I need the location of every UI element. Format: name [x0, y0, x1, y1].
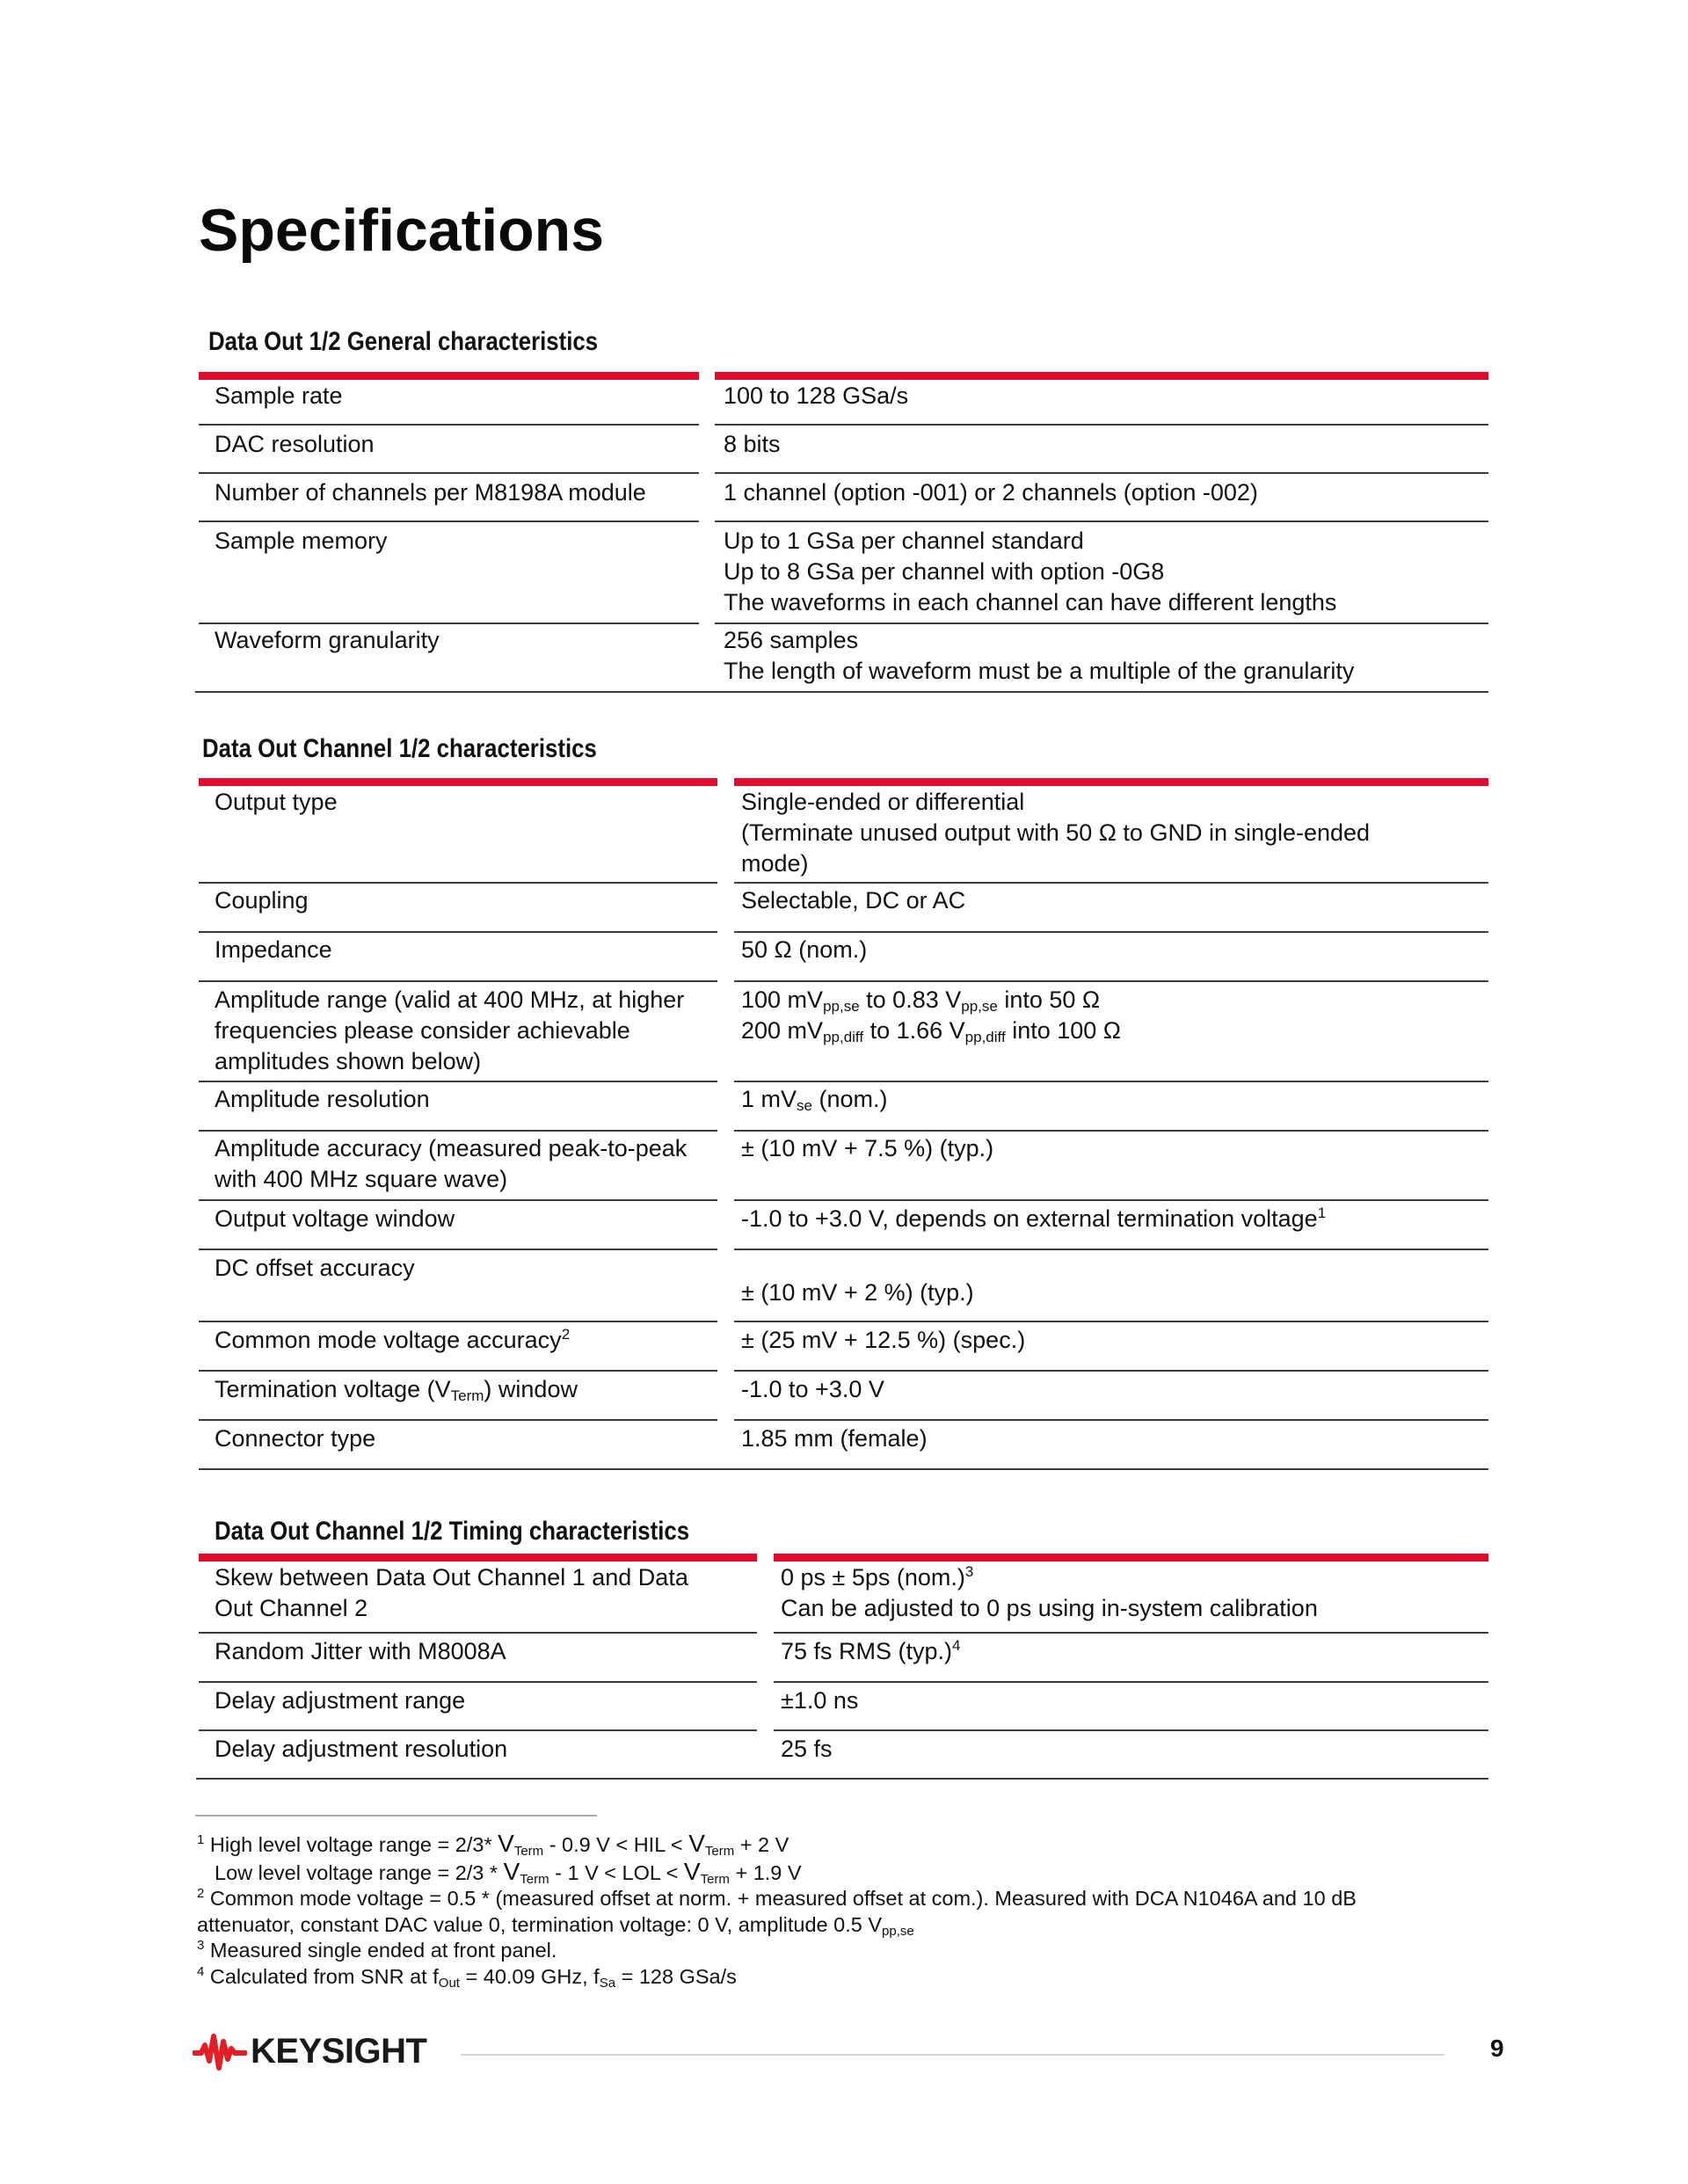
row-divider	[199, 1249, 717, 1250]
footnote-3: $^3$ Measured single ended at front panel.	[197, 1938, 557, 1962]
table-header-bar	[199, 1554, 757, 1562]
footnotes	[197, 1831, 1498, 1990]
row-divider	[774, 1681, 1488, 1683]
row-divider	[734, 1249, 1488, 1250]
row-divider	[199, 1419, 717, 1421]
footnote-2: $^2$ Common mode voltage = 0.5 * (measured offset at norm. + measured offset at com.). Measured with DCA N1046A and 10 dB	[197, 1886, 1357, 1910]
section-heading-timing: Data Out Channel 1/2 Timing characteristics	[215, 1517, 690, 1546]
amplitude-range-se: 100 $mV_{pp,se}$ to 0.83 $V_{pp,se}$ into 50 Ω	[741, 986, 1101, 1015]
row-label: Coupling	[215, 887, 309, 914]
waveform-logo-icon	[193, 2029, 247, 2073]
row-value: ± (10 mV + 7.5 %) (typ.)	[741, 1135, 994, 1161]
table-header-bar	[199, 778, 717, 786]
row-value: ± (25 mV + 12.5 %) (spec.)	[741, 1327, 1026, 1353]
row-label: Waveform granularity	[215, 627, 440, 653]
row-label: Amplitude range (valid at 400 MHz, at higher frequencies please consider achievable amplitudes shown below)	[215, 986, 685, 1074]
row-label: Impedance	[215, 936, 332, 963]
row-value: 50 Ω (nom.)	[741, 936, 868, 963]
table-bottom-rule	[199, 1468, 1488, 1470]
row-divider	[715, 622, 1488, 624]
row-label: Skew between Data Out Channel 1 and Data Out Channel 2	[215, 1564, 688, 1621]
table-row	[199, 625, 1488, 691]
row-value: 75 fs RMS $(typ.)^4$	[781, 1637, 961, 1664]
table-header-bar	[715, 372, 1488, 380]
table-row	[199, 526, 1488, 622]
row-label: Delay adjustment resolution	[215, 1736, 508, 1762]
row-value: Single-ended or differential (Terminate unused output with 50 Ω to GND in single-ended mode)	[741, 789, 1371, 877]
footnote-ref: 4	[952, 1637, 961, 1654]
row-label: Termination voltage $(V_{Term})$ window	[215, 1376, 578, 1404]
row-divider	[199, 1130, 717, 1132]
row-label: Number of channels per M8198A module	[215, 479, 646, 506]
row-divider	[199, 1681, 757, 1683]
row-divider	[734, 1081, 1488, 1082]
row-divider	[734, 1130, 1488, 1132]
row-divider	[199, 1199, 717, 1201]
row-label: Random Jitter with M8008A	[215, 1638, 506, 1664]
footnote-ref: 2	[561, 1326, 571, 1343]
row-divider	[715, 424, 1488, 426]
row-label: Delay adjustment range	[215, 1687, 466, 1714]
table-bottom-rule	[196, 1778, 1488, 1780]
row-label: Amplitude accuracy (measured peak-to-peak with 400 MHz square wave)	[215, 1135, 688, 1192]
footnote-2-cont: attenuator, constant DAC value 0, termination voltage: 0 V, amplitude 0.5 $V_{pp,se}$	[197, 1912, 914, 1939]
row-divider	[734, 1370, 1488, 1372]
table-row	[199, 477, 1488, 526]
row-divider	[199, 882, 717, 884]
spec-table-timing	[199, 1554, 1488, 1782]
section-heading-general: Data Out 1/2 General characteristics	[208, 327, 599, 356]
row-divider	[199, 521, 699, 522]
row-value: 8 bits	[724, 431, 781, 457]
amplitude-range-diff: 200 $mV_{pp,diff}$ to 1.66 $V_{pp,diff}$ into 100 Ω	[741, 1017, 1121, 1045]
row-divider	[774, 1632, 1488, 1634]
row-divider	[199, 1729, 757, 1731]
row-value: 1.85 mm (female)	[741, 1425, 928, 1452]
row-label: DAC resolution	[215, 431, 375, 457]
row-value: 1 channel (option -001) or 2 channels (option -002)	[724, 479, 1258, 506]
row-divider	[734, 1321, 1488, 1322]
row-divider	[199, 472, 699, 474]
row-divider	[199, 931, 717, 933]
row-value: 25 fs	[781, 1736, 833, 1762]
brand-wordmark: KEYSIGHT	[251, 2031, 427, 2071]
row-divider	[199, 622, 699, 624]
table-header-bar	[774, 1554, 1488, 1562]
row-divider	[734, 980, 1488, 982]
table-bottom-rule	[195, 691, 1488, 693]
row-value: ± (10 mV + 2 %) (typ.)	[741, 1279, 974, 1306]
row-value: 100 to 128 GSa/s	[724, 382, 909, 409]
page-number: 9	[1490, 2035, 1504, 2062]
row-label: Connector type	[215, 1425, 376, 1452]
row-value: 1 $mV_{se}$ (nom.)	[741, 1086, 888, 1114]
row-value: ±1.0 ns	[781, 1687, 859, 1714]
row-label: Common mode voltage accuracy$^2$	[215, 1326, 571, 1353]
spec-table-channel	[199, 778, 1488, 1473]
footnote-4: $^4$ Calculated from SNR at $f_{Out} = 40.09$ GHz, $f_{Sa} = 128$ GSa/s	[197, 1963, 737, 1991]
row-value: -1.0 to +3.0 V	[741, 1376, 884, 1402]
row-label: DC offset accuracy	[215, 1255, 415, 1281]
row-label: Sample memory	[215, 528, 388, 554]
row-label: Output voltage window	[215, 1205, 455, 1232]
page-title: Specifications	[199, 197, 605, 264]
table-header-bar	[199, 372, 699, 380]
row-divider	[199, 1081, 717, 1082]
spec-table-general	[199, 372, 1488, 692]
row-divider	[199, 980, 717, 982]
row-divider	[734, 882, 1488, 884]
row-value: 256 samples The length of waveform must be a multiple of the granularity	[724, 627, 1355, 684]
footnote-1: $^1$ High level voltage range = 2/3* $V_{Term} - 0.9$ V < HIL < $V_{Term} + 2$ V	[197, 1830, 789, 1859]
row-divider	[734, 931, 1488, 933]
table-header-bar	[734, 778, 1488, 786]
footnote-ref: 3	[964, 1563, 974, 1580]
row-label: Output type	[215, 789, 338, 815]
row-label: Sample rate	[215, 382, 343, 409]
row-value: 0 ps ± 5ps $(nom.)^3$ Can be adjusted to 0 ps using in-system calibration	[781, 1563, 1318, 1621]
footer-rule	[461, 2054, 1444, 2056]
row-divider	[199, 1370, 717, 1372]
row-divider	[734, 1419, 1488, 1421]
row-label: Amplitude resolution	[215, 1086, 430, 1112]
footnote-divider	[195, 1815, 597, 1816]
row-divider	[199, 1321, 717, 1322]
footnote-1-cont: Low level voltage range = $2/3 * V_{Term} - 1$ V < LOL < $V_{Term} + 1.9$ V	[215, 1857, 802, 1887]
row-divider	[774, 1729, 1488, 1731]
row-value	[741, 985, 1121, 1046]
footnote-ref: 1	[1317, 1205, 1327, 1221]
row-divider	[734, 1199, 1488, 1201]
table-row	[199, 381, 1488, 425]
row-divider	[715, 472, 1488, 474]
row-divider	[715, 521, 1488, 522]
row-value: -1.0 to +3.0 V, depends on external termination voltage$^1$	[741, 1205, 1327, 1232]
table-row	[199, 429, 1488, 477]
row-divider	[199, 1632, 757, 1634]
row-value: Up to 1 GSa per channel standard Up to 8 GSa per channel with option -0G8 The waveforms in each channel can have different lengths	[724, 528, 1337, 615]
row-value: Selectable, DC or AC	[741, 887, 966, 914]
row-divider	[199, 424, 699, 426]
keysight-logo	[193, 2025, 426, 2078]
section-heading-channel: Data Out Channel 1/2 characteristics	[202, 734, 597, 763]
